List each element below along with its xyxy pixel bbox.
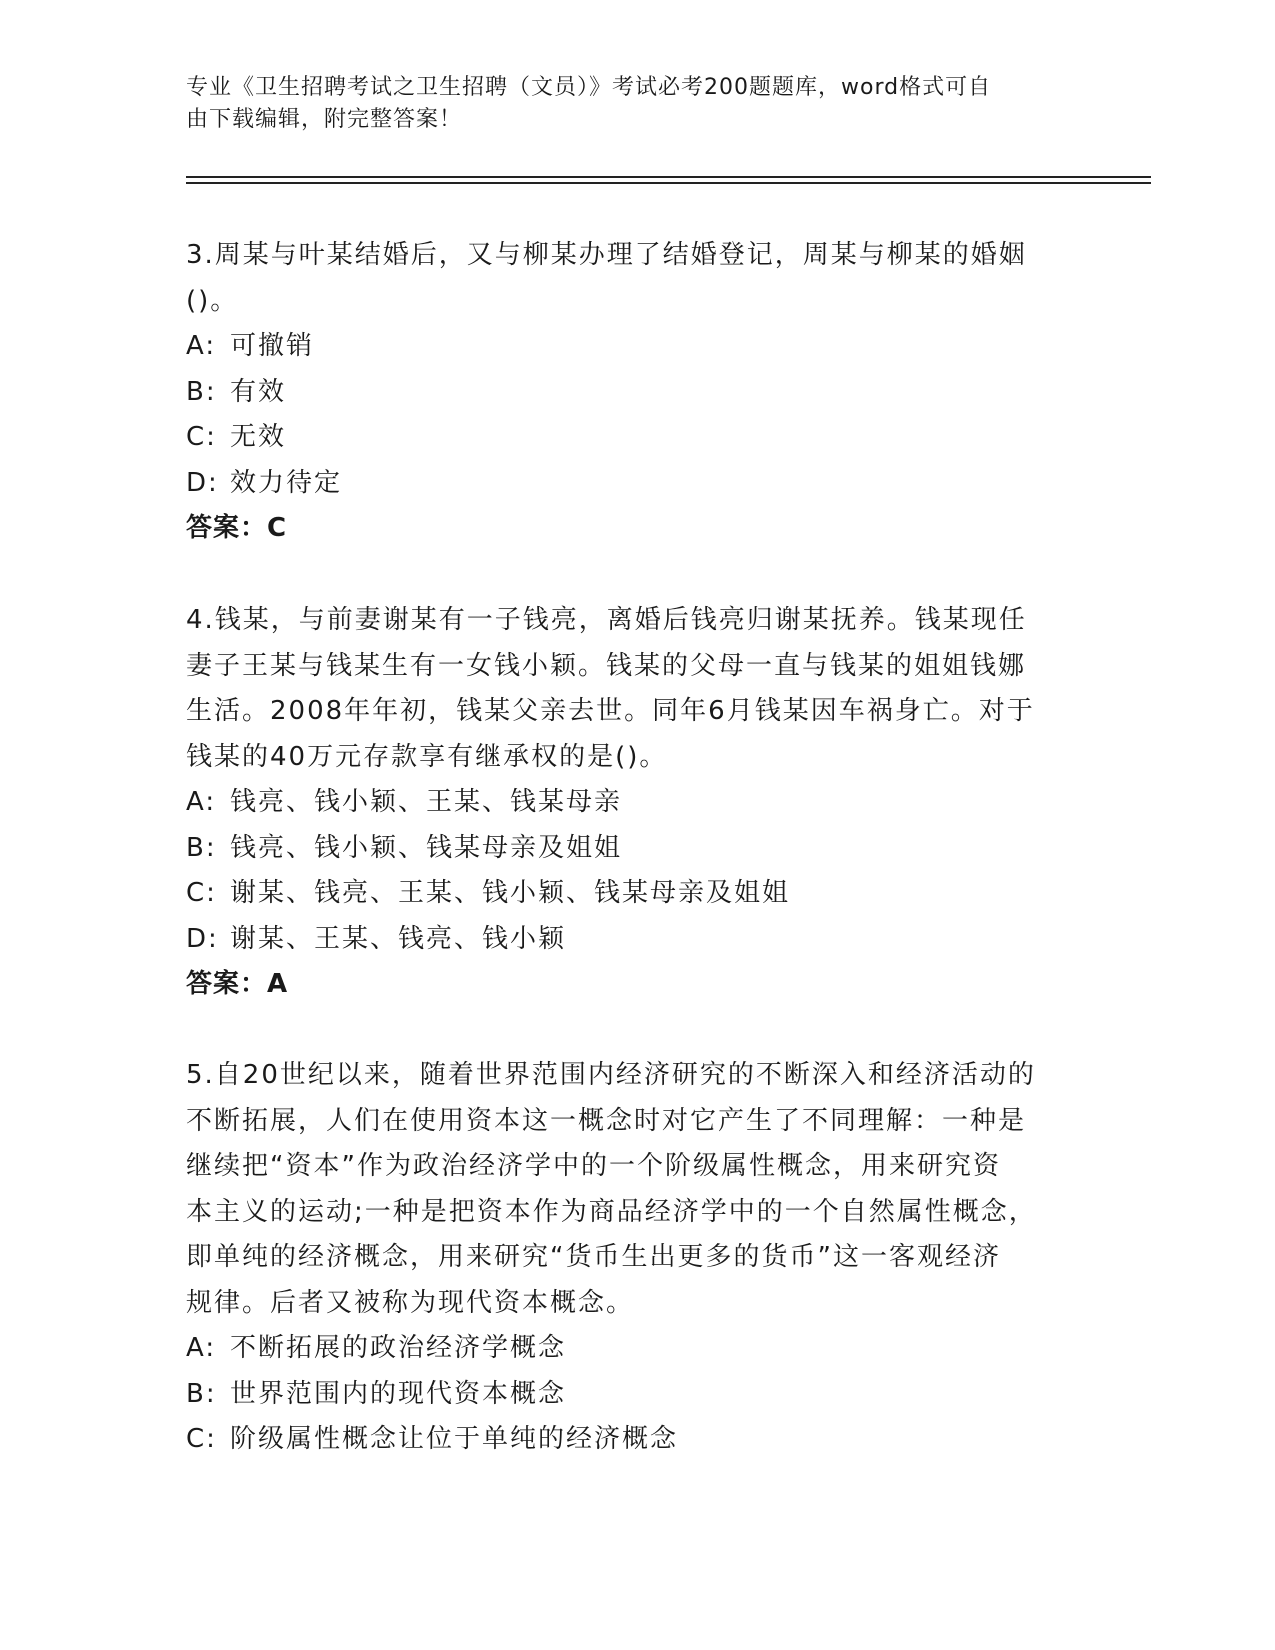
option-text: 谢某、钱亮、王某、钱小颖、钱某母亲及姐姐 — [230, 878, 791, 908]
question-text-line: 不断拓展，人们在使用资本这一概念时对它产生了不同理解：一种是 — [186, 1105, 1027, 1136]
option-a — [186, 780, 1086, 826]
option-letter: B: — [186, 832, 217, 863]
question-text-line: 继续把“资本”作为政治经济学中的一个阶级属性概念，用来研究资 — [186, 1151, 1001, 1181]
answer-line: 答案：C — [186, 513, 288, 543]
question-text-line: 妻子王某与钱某生有一女钱小颖。钱某的父母一直与钱某的姐姐钱娜 — [186, 650, 1027, 681]
option-letter: C: — [186, 1424, 217, 1454]
question-text-line: 规律。后者又被称为现代资本概念。 — [186, 1287, 635, 1318]
document-header — [186, 72, 1066, 136]
option-a — [186, 1326, 1086, 1372]
option-text: 钱亮、钱小颖、钱某母亲及姐姐 — [230, 832, 623, 863]
option-c — [186, 871, 1086, 917]
question-text-line: 即单纯的经济概念，用来研究“货币生出更多的货币”这一客观经济 — [186, 1242, 1001, 1272]
question-text-line: 本主义的运动;一种是把资本作为商品经济学中的一个自然属性概念， — [186, 1196, 1037, 1227]
question-text-line: 4.钱某，与前妻谢某有一子钱亮，离婚后钱亮归谢某抚养。钱某现任 — [186, 605, 1027, 635]
option-c — [186, 415, 1086, 461]
answer-line: 答案：A — [186, 969, 289, 999]
option-letter: B: — [186, 1378, 217, 1409]
option-letter: A: — [186, 331, 217, 361]
header-line-1: 专业《卫生招聘考试之卫生招聘（文员）》考试必考200题题库，word格式可自 — [186, 75, 992, 100]
question-text-line: ()。 — [186, 285, 239, 316]
option-d — [186, 917, 1086, 963]
question-text-line: 钱某的40万元存款享有继承权的是()。 — [186, 741, 668, 772]
option-text: 钱亮、钱小颖、王某、钱某母亲 — [230, 787, 623, 817]
option-text: 可撤销 — [230, 331, 315, 361]
option-letter: D: — [186, 467, 219, 498]
option-letter: B: — [186, 376, 217, 407]
option-letter: C: — [186, 422, 217, 452]
option-b — [186, 370, 1086, 416]
option-text: 不断拓展的政治经济学概念 — [230, 1333, 567, 1363]
question-text-line: 生活。2008年年初，钱某父亲去世。同年6月钱某因车祸身亡。对于 — [186, 696, 1035, 726]
option-d — [186, 461, 1086, 507]
option-c — [186, 1417, 1086, 1463]
option-a — [186, 324, 1086, 370]
option-b — [186, 1372, 1086, 1418]
option-text: 谢某、王某、钱亮、钱小颖 — [230, 923, 567, 954]
question-block — [186, 598, 1086, 1008]
question-block — [186, 233, 1086, 552]
question-block — [186, 1053, 1086, 1463]
option-text: 阶级属性概念让位于单纯的经济概念 — [230, 1424, 679, 1454]
header-divider-bottom — [186, 182, 1151, 184]
header-divider-top — [186, 176, 1151, 178]
option-text: 世界范围内的现代资本概念 — [230, 1378, 567, 1409]
option-letter: A: — [186, 1333, 217, 1363]
option-letter: D: — [186, 923, 219, 954]
option-text: 无效 — [230, 422, 287, 452]
question-text-line: 5.自20世纪以来，随着世界范围内经济研究的不断深入和经济活动的 — [186, 1060, 1036, 1090]
option-text: 效力待定 — [230, 467, 343, 498]
option-b — [186, 826, 1086, 872]
option-text: 有效 — [230, 376, 287, 407]
option-letter: C: — [186, 878, 217, 908]
question-text-line: 3.周某与叶某结婚后，又与柳某办理了结婚登记，周某与柳某的婚姻 — [186, 240, 1027, 270]
header-line-2: 由下载编辑，附完整答案！ — [186, 107, 463, 132]
option-letter: A: — [186, 787, 217, 817]
